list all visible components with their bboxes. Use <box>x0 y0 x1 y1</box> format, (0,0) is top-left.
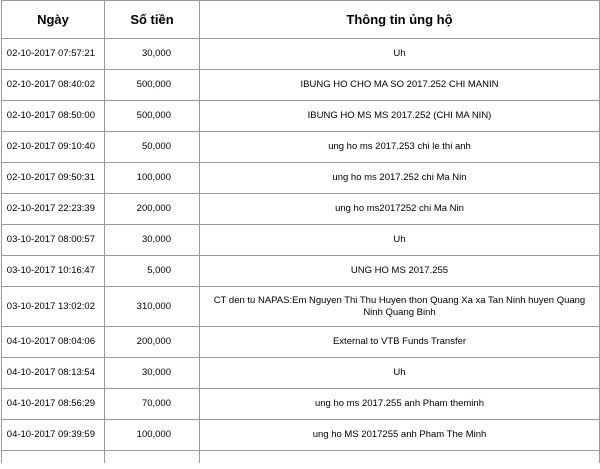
cell-info: UNG HO MS 2017.255 <box>200 256 600 287</box>
cell-info: ung ho ms 2017.253 chi le thi anh <box>200 132 600 163</box>
cell-date: 02-10-2017 07:57:21 <box>2 39 105 70</box>
header-row <box>2 1 600 39</box>
cell-info: Uh <box>200 225 600 256</box>
table-row <box>2 420 600 451</box>
cell-info: ung ho ms 2017.255 anh Pham theminh <box>200 389 600 420</box>
cell-date: 03-10-2017 13:02:02 <box>2 287 105 327</box>
table-row <box>2 287 600 327</box>
cell-info: Uh <box>200 39 600 70</box>
table-row <box>2 327 600 358</box>
cell-empty <box>2 451 105 464</box>
cell-amount: 100,000 <box>105 420 200 451</box>
cell-amount: 310,000 <box>105 287 200 327</box>
cell-amount: 5,000 <box>105 256 200 287</box>
cell-date: 03-10-2017 10:16:47 <box>2 256 105 287</box>
cell-info: External to VTB Funds Transfer <box>200 327 600 358</box>
cell-date: 02-10-2017 22:23:39 <box>2 194 105 225</box>
cell-amount: 500,000 <box>105 70 200 101</box>
table-row <box>2 389 600 420</box>
cell-date: 02-10-2017 09:10:40 <box>2 132 105 163</box>
cell-amount: 70,000 <box>105 389 200 420</box>
cell-date: 02-10-2017 09:50:31 <box>2 163 105 194</box>
cell-amount: 500,000 <box>105 101 200 132</box>
cell-amount: 200,000 <box>105 194 200 225</box>
cell-amount: 50,000 <box>105 132 200 163</box>
cell-info: ung ho ms 2017.252 chi Ma Nin <box>200 163 600 194</box>
table-row <box>2 39 600 70</box>
header-date: Ngày <box>2 1 105 39</box>
cell-amount: 30,000 <box>105 39 200 70</box>
cell-info: Uh <box>200 358 600 389</box>
cell-info: ung ho MS 2017255 anh Pham The Minh <box>200 420 600 451</box>
table-row-partial <box>2 451 600 464</box>
cell-info: CT den tu NAPAS:Em Nguyen Thi Thu Huyen thon Quang Xa xa Tan Ninh huyen Quang Ninh Quang Binh <box>200 287 600 327</box>
donation-table <box>1 0 600 463</box>
cell-amount: 100,000 <box>105 163 200 194</box>
table-row <box>2 194 600 225</box>
cell-amount: 200,000 <box>105 327 200 358</box>
cell-amount: 30,000 <box>105 225 200 256</box>
table-row <box>2 163 600 194</box>
cell-date: 04-10-2017 08:04:06 <box>2 327 105 358</box>
cell-amount: 30,000 <box>105 358 200 389</box>
cell-date: 02-10-2017 08:50:00 <box>2 101 105 132</box>
cell-info: ung ho ms2017252 chi Ma Nin <box>200 194 600 225</box>
cell-empty <box>200 451 600 464</box>
cell-info: IBUNG HO CHO MA SO 2017.252 CHI MANIN <box>200 70 600 101</box>
table-row <box>2 101 600 132</box>
table-row <box>2 132 600 163</box>
header-info: Thông tin ủng hộ <box>200 1 600 39</box>
cell-date: 03-10-2017 08:00:57 <box>2 225 105 256</box>
table-row <box>2 70 600 101</box>
table-row <box>2 225 600 256</box>
header-amount: Số tiền <box>105 1 200 39</box>
cell-date: 04-10-2017 08:13:54 <box>2 358 105 389</box>
cell-empty <box>105 451 200 464</box>
cell-date: 04-10-2017 08:56:29 <box>2 389 105 420</box>
cell-info: IBUNG HO MS MS 2017.252 (CHI MA NIN) <box>200 101 600 132</box>
table-row <box>2 358 600 389</box>
cell-date: 04-10-2017 09:39:59 <box>2 420 105 451</box>
cell-date: 02-10-2017 08:40:02 <box>2 70 105 101</box>
table-row <box>2 256 600 287</box>
